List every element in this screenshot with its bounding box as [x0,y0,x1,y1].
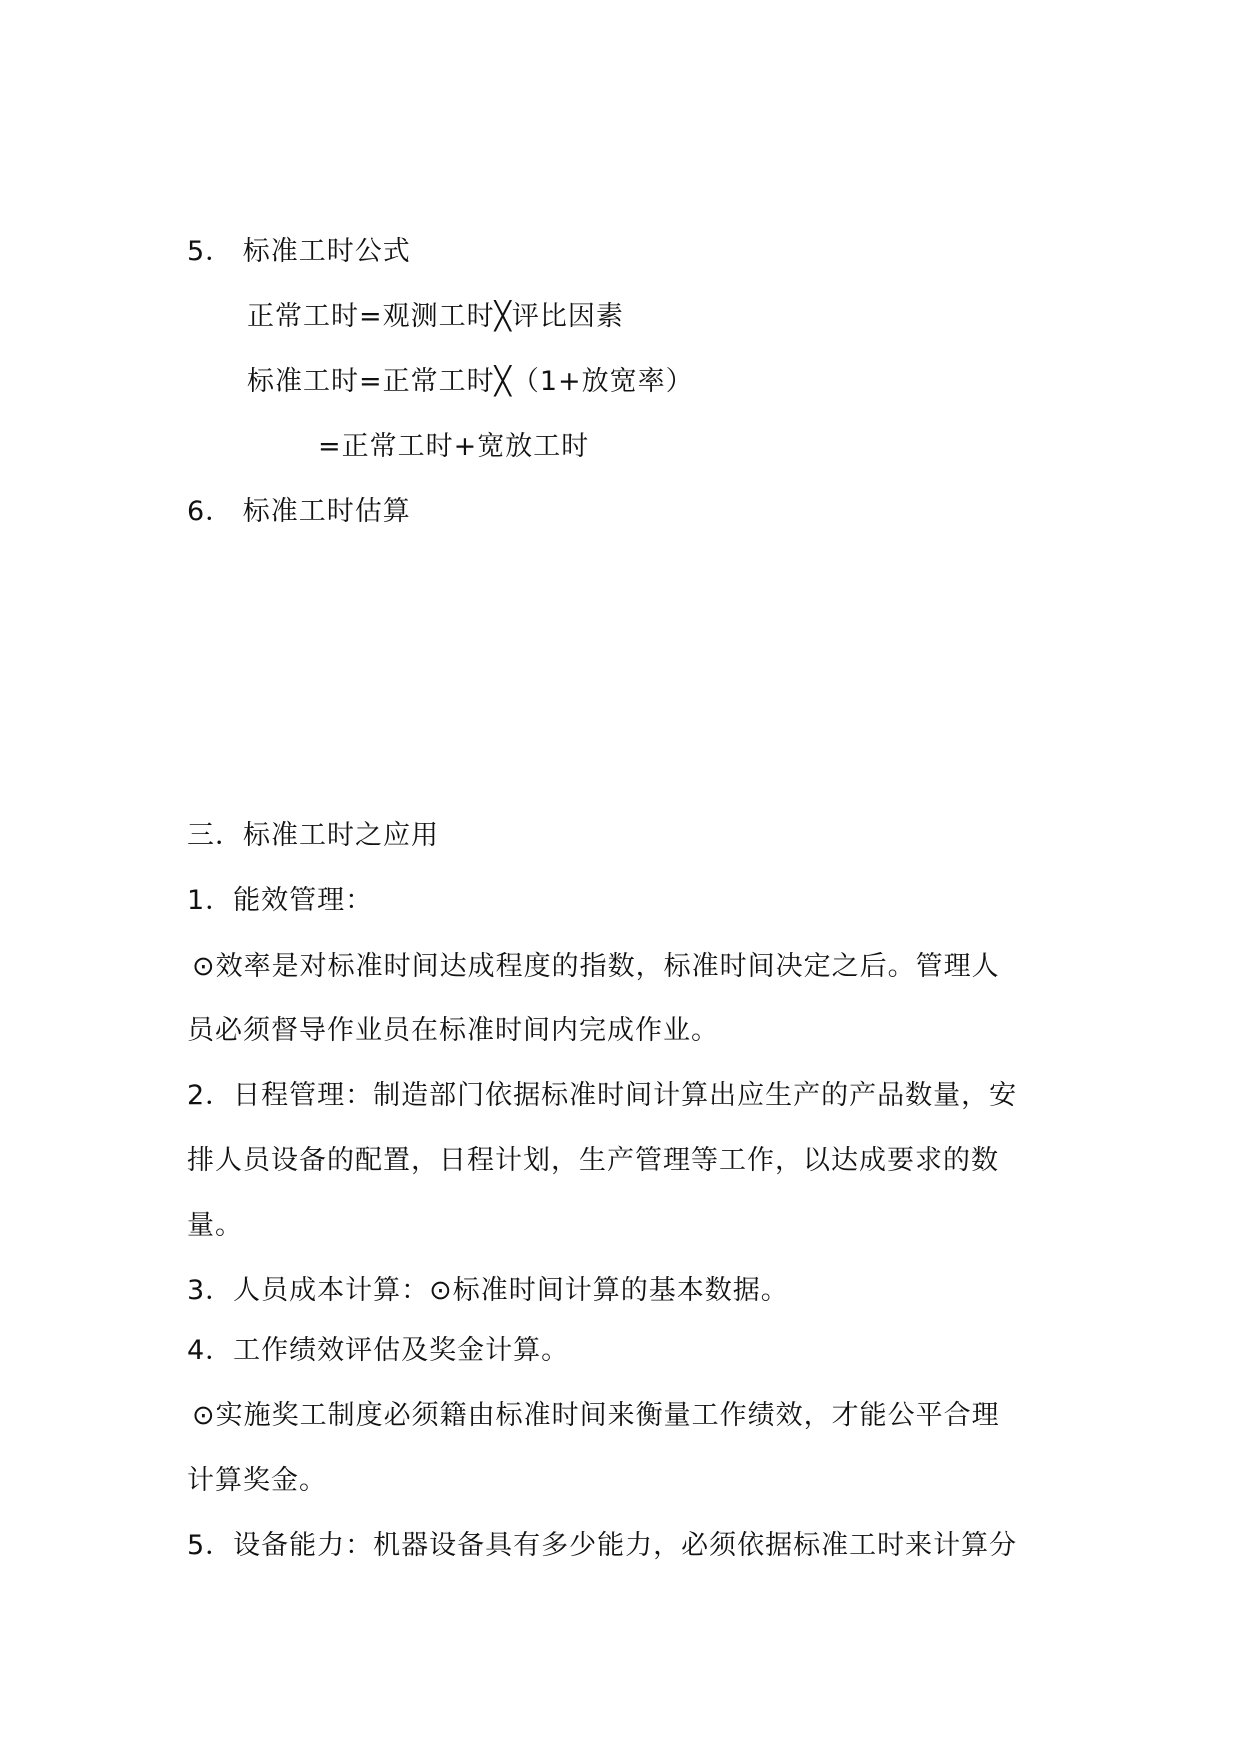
section-heading-6-estimation: 6． 标准工时估算 [187,496,411,527]
item-2-text-line-1: 2．日程管理：制造部门依据标准时间计算出应生产的产品数量，安 [187,1080,1018,1111]
item-2-text-line-2: 排人员设备的配置，日程计划，生产管理等工作，以达成要求的数 [187,1145,999,1176]
chapter-heading-3-application: 三．标准工时之应用 [187,820,439,851]
item-4-heading: 4．工作绩效评估及奖金计算。 [187,1335,570,1366]
section-heading-5-formula: 5． 标准工时公式 [187,236,411,267]
formula-standard-time-continued: =正常工时+宽放工时 [318,431,590,462]
item-4-text-line-1: ⊙实施奖工制度必须籍由标准时间来衡量工作绩效，才能公平合理 [192,1400,1000,1431]
formula-standard-time: 标准工时=正常工时╳（1+放宽率） [247,366,694,397]
item-2-text-line-3: 量。 [187,1210,243,1241]
item-1-text-line-2: 员必须督导作业员在标准时间内完成作业。 [187,1015,719,1046]
item-3-text: 3．人员成本计算：⊙标准时间计算的基本数据。 [187,1275,789,1306]
item-5-text-line-1: 5．设备能力：机器设备具有多少能力，必须依据标准工时来计算分 [187,1530,1018,1561]
formula-normal-time: 正常工时=观测工时╳评比因素 [247,301,624,332]
item-4-text-line-2: 计算奖金。 [187,1465,327,1496]
item-1-text-line-1: ⊙效率是对标准时间达成程度的指数，标准时间决定之后。管理人 [192,951,1000,982]
item-1-heading: 1．能效管理： [187,885,374,916]
